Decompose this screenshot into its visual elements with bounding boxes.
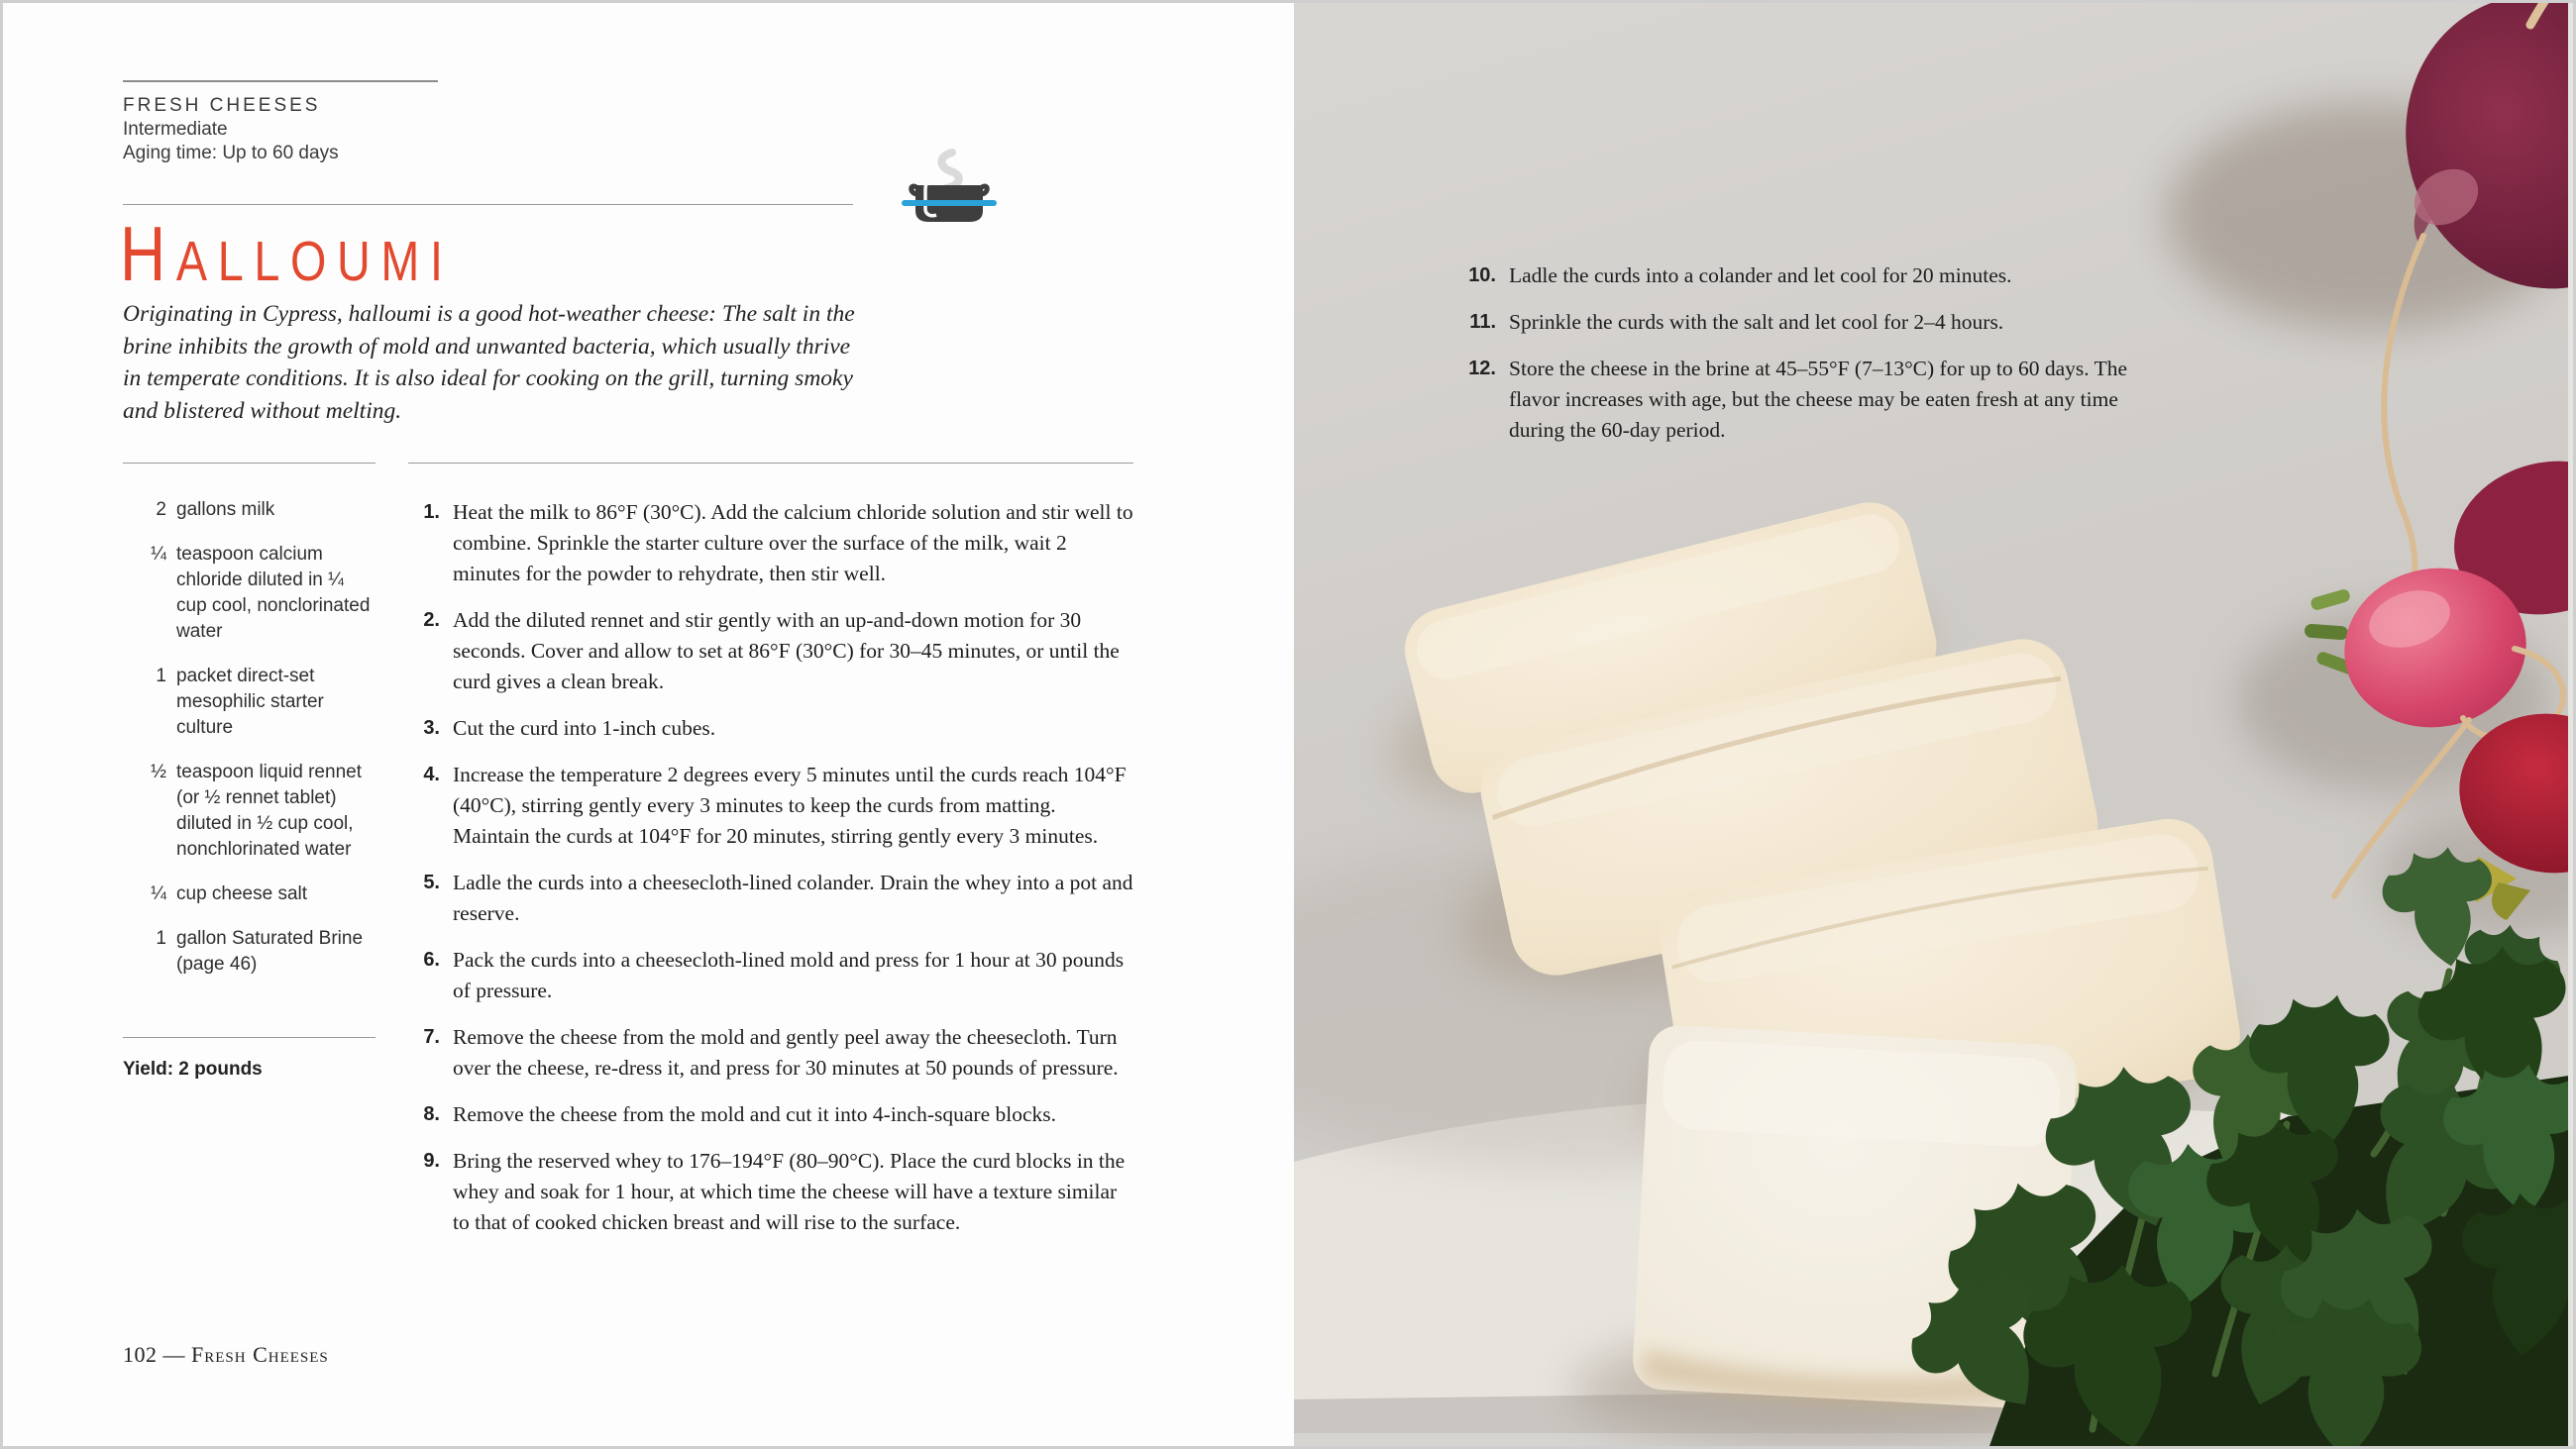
title-rest: ALLOUMI: [175, 230, 454, 293]
step-text: Increase the temperature 2 degrees every 5 minutes until the curds reach 104°F (40°C), stirring gently every 3 minutes to keep the curds from matting. Maintain the curds at 104°F for 20 minutes, stirring gently every 3 minutes.: [453, 763, 1127, 848]
step-text: Cut the curd into 1-inch cubes.: [453, 716, 716, 740]
ingredient-text: teaspoon calcium chloride diluted in ¼ cup cool, nonclorinated water: [176, 544, 371, 642]
difficulty-label: Intermediate: [123, 119, 228, 140]
step-number: 5.: [423, 872, 440, 893]
step-number: 11.: [1469, 311, 1496, 333]
instruction-step: [1450, 354, 2184, 446]
instruction-step: [1450, 307, 2184, 338]
instructions-list-continued: [1450, 260, 2184, 462]
page-number: 102: [123, 1342, 158, 1367]
step-text: Ladle the curds into a colander and let cool for 20 minutes.: [1509, 263, 2012, 287]
instruction-step: [408, 605, 1143, 697]
ingredient-qty: ¼: [151, 544, 166, 565]
step-text: Ladle the curds into a cheesecloth-lined colander. Drain the whey into a pot and reserve.: [453, 871, 1133, 925]
step-text: Heat the milk to 86°F (30°C). Add the calcium chloride solution and stir well to combine. Sprinkle the starter culture over the surface of the milk, wait 2 minutes for the powder to rehydrate, then stir well.: [453, 500, 1133, 585]
ingredient-text: gallons milk: [176, 499, 275, 520]
step-number: 12.: [1468, 358, 1496, 379]
title-rule: [123, 204, 853, 205]
halloumi-photo-illustration: [1294, 3, 2576, 1446]
instruction-step: [408, 760, 1143, 852]
ingredient-qty: ½: [151, 762, 166, 782]
ingredient-text: gallon Saturated Brine (page 46): [176, 928, 364, 975]
instruction-step: [408, 713, 1143, 744]
instruction-step: [408, 945, 1143, 1006]
ingredient-qty: 1: [156, 928, 166, 949]
instruction-step: [408, 1022, 1143, 1084]
recipe-intro: Originating in Cypress, halloumi is a good hot-weather cheese: The salt in the brine inhibits the growth of mold and unwanted bacteria, which usually thrive in temperate conditions. It is also ideal for cooking on the grill, turning smoky and blistered without melting.: [123, 301, 855, 424]
recipe-title: [120, 210, 454, 297]
footer-section: Fresh Cheeses: [191, 1342, 329, 1367]
step-text: Store the cheese in the brine at 45–55°F (7–13°C) for up to 60 days. The flavor increases with age, but the cheese may be eaten fresh at any time during the 60-day period.: [1509, 357, 2128, 442]
aging-time-label: Aging time: Up to 60 days: [123, 143, 339, 163]
page-footer: [123, 1342, 329, 1368]
title-initial: H: [120, 210, 176, 297]
instruction-step: [408, 1099, 1143, 1130]
steps-rule: [408, 463, 1133, 464]
ingredient-text: teaspoon liquid rennet (or ½ rennet tablet) diluted in ½ cup cool, nonchlorinated water: [176, 762, 362, 860]
step-text: Pack the curds into a cheesecloth-lined mold and press for 1 hour at 30 pounds of pressure.: [453, 948, 1125, 1002]
yield-label: Yield: 2 pounds: [123, 1059, 263, 1080]
step-text: Remove the cheese from the mold and cut it into 4-inch-square blocks.: [453, 1102, 1056, 1126]
ingredients-rule: [123, 463, 376, 464]
step-text: Remove the cheese from the mold and gently peel away the cheesecloth. Turn over the cheese, re-dress it, and press for 30 minutes at 50 pounds of pressure.: [453, 1025, 1119, 1080]
ingredient-qty: 1: [156, 666, 166, 686]
ingredient-qty: ¼: [151, 883, 166, 904]
steam-pot-thermometer-icon: [900, 148, 999, 233]
ingredient-item: [123, 760, 388, 863]
step-text: Bring the reserved whey to 176–194°F (80–90°C). Place the curd blocks in the whey and soak for 1 hour, at which time the cheese will have a texture similar to that of cooked chicken breast and will rise to the surface.: [453, 1149, 1126, 1234]
instruction-step: [408, 497, 1143, 589]
photo-edge-strip: [2568, 3, 2576, 1446]
right-page-photo: [1294, 3, 2576, 1446]
ingredients-list: [123, 497, 388, 996]
step-text: Sprinkle the curds with the salt and let cool for 2–4 hours.: [1509, 310, 2004, 334]
step-number: 7.: [423, 1026, 440, 1048]
step-number: 1.: [423, 501, 440, 523]
step-text: Add the diluted rennet and stir gently with an up-and-down motion for 30 seconds. Cover and allow to set at 86°F (30°C) for 30–45 minutes, or until the curd gives a clean break.: [453, 608, 1120, 693]
category-label: FRESH CHEESES: [123, 95, 321, 116]
step-number: 4.: [423, 764, 440, 785]
header-rule: [123, 80, 438, 82]
ingredient-item: [123, 664, 388, 741]
step-number: 6.: [423, 949, 440, 971]
recipe-meta: [123, 94, 339, 165]
thermometer-line: [902, 200, 997, 206]
step-number: 2.: [423, 609, 440, 631]
yield-rule: [123, 1037, 376, 1038]
ingredient-item: [123, 881, 388, 907]
ingredient-qty: 2: [156, 499, 166, 520]
step-number: 10.: [1468, 264, 1496, 286]
ingredient-text: cup cheese salt: [176, 883, 308, 904]
instruction-step: [408, 868, 1143, 929]
step-number: 8.: [423, 1103, 440, 1125]
step-number: 9.: [423, 1150, 440, 1172]
instructions-list: [408, 497, 1143, 1254]
instruction-step: [1450, 260, 2184, 291]
ingredient-text: packet direct-set mesophilic starter culture: [176, 666, 324, 738]
instruction-step: [408, 1146, 1143, 1238]
ingredient-item: [123, 926, 388, 978]
steam-glyph: [941, 153, 958, 188]
ingredient-item: [123, 497, 388, 523]
footer-separator: —: [162, 1342, 185, 1367]
ingredient-item: [123, 542, 388, 645]
step-number: 3.: [423, 717, 440, 739]
